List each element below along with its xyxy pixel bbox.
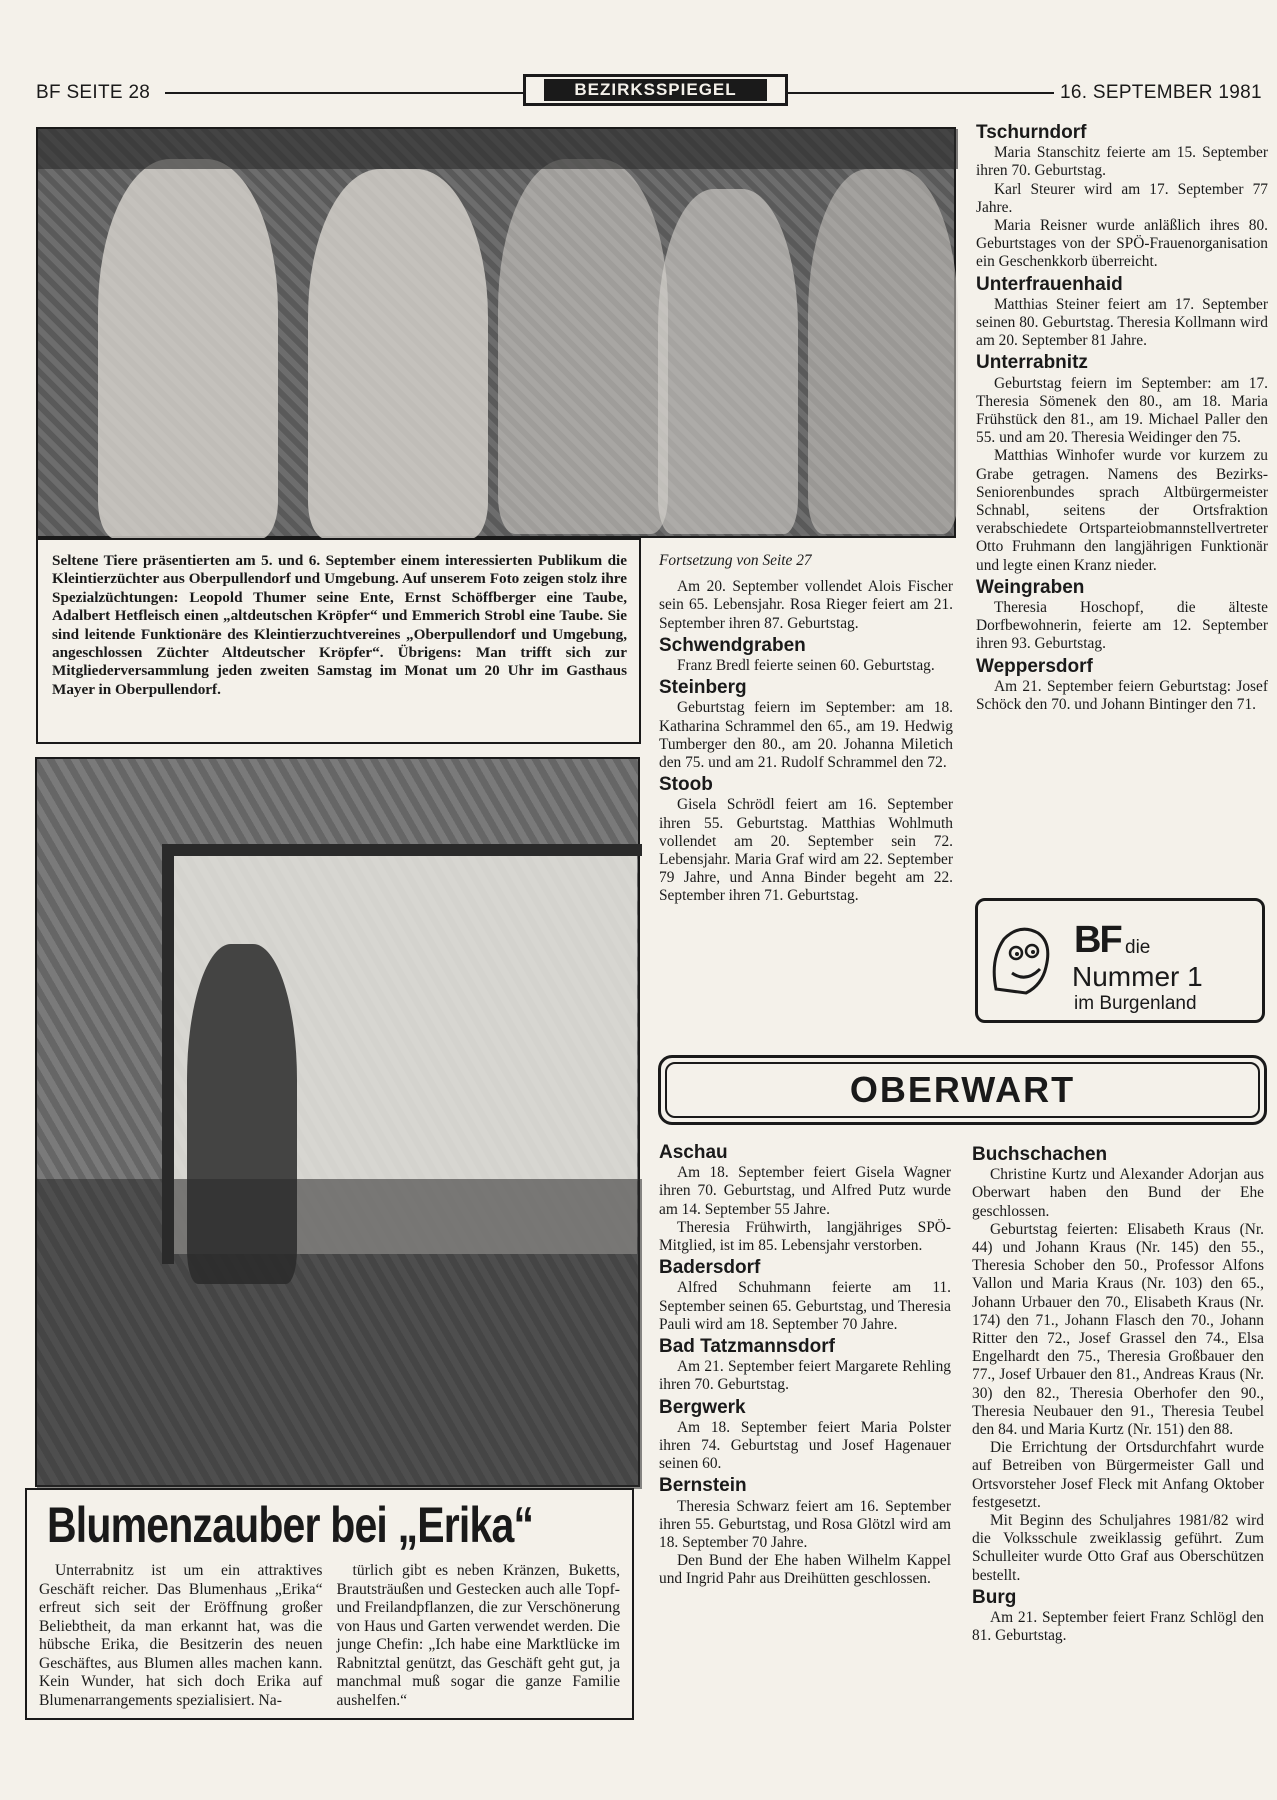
section-heading: Tschurndorf	[976, 122, 1087, 143]
blumen-col-1: Unterrabnitz ist um ein attraktives Geschäft reicher. Das Blumenhaus „Erika“ erfreut sich seit der Eröffnung großer Beliebtheit, da man erkannt hat, was die hübsche Erika, die Besitzerin des neuen Geschäftes, aus Blumen alles machen kann. Kein Wunder, hat sich doch Erika auf Blumenarrangements spezialisiert. Na-	[39, 1562, 323, 1709]
section-text: Mit Beginn des Schuljahres 1981/82 wird die Volksschule zweiklassig geführt. Zum Schulleiter wurde Otto Graf aus Oberschützen bestellt.	[972, 1512, 1264, 1584]
section-heading: Badersdorf	[659, 1257, 761, 1279]
section-heading: Burg	[972, 1586, 1017, 1608]
section-heading: Bergwerk	[659, 1396, 746, 1418]
photo-plants	[37, 1179, 642, 1489]
section-text: Am 18. September feiert Maria Polster ihren 74. Geburtstag und Josef Hagenauer seinen 60.	[659, 1418, 951, 1473]
section-text: Den Bund der Ehe haben Wilhelm Kappel und Ingrid Pahr aus Dreihütten geschlossen.	[659, 1552, 951, 1588]
section-text: Karl Steurer wird am 17. September 77 Jahre.	[976, 180, 1268, 216]
section-heading: Bad Tatzmannsdorf	[659, 1336, 835, 1358]
cartoon-face-icon	[986, 919, 1058, 999]
section-heading: Unterfrauenhaid	[976, 273, 1123, 295]
photo-figure	[658, 189, 798, 534]
section-text: Am 21. September feiert Franz Schlögl den 81. Geburtstag.	[972, 1609, 1264, 1645]
photo-figure	[808, 169, 958, 534]
section-text: Theresia Schwarz feiert am 16. September ihren 55. Geburtstag, und Rosa Glötzl wird am 18. September 70 Jahre.	[659, 1497, 951, 1552]
header-rule-right	[788, 92, 1054, 94]
section-title: BEZIRKSSPIEGEL	[544, 79, 766, 101]
section-text: Theresia Frühwirth, langjähriges SPÖ-Mitglied, ist im 85. Lebensjahr verstorben.	[659, 1218, 951, 1255]
blumen-article	[25, 1488, 634, 1720]
oberwart-right-column	[972, 1142, 1264, 1645]
section-banner	[523, 74, 788, 106]
blumen-columns	[39, 1562, 620, 1710]
section-text: Matthias Steiner feiert am 17. September seinen 80. Geburtstag. Theresia Kollmann wird am 20. September 81 Jahre.	[976, 295, 1268, 350]
section-text: Matthias Winhofer wurde vor kurzem zu Grabe getragen. Namens des Bezirks-Seniorenbundes sprach Altbürgermeister Schnabl, seitens der Ortsfraktion verabschiedete Ortsparteiobmannstellvertreter Otto Fruhmann den langjährigen Funktionär und legte einen Kranz nieder.	[976, 447, 1268, 574]
bf-advert	[975, 898, 1265, 1023]
ad-line-1: die	[1125, 937, 1151, 958]
mid-column	[659, 552, 953, 906]
section-heading: Stoob	[659, 774, 713, 796]
ad-line-2: Nummer 1	[1072, 961, 1203, 992]
section-heading: Buchschachen	[972, 1144, 1108, 1165]
header-rule-left	[165, 92, 523, 94]
oberwart-left-column	[659, 1140, 951, 1589]
flower-shop-photo	[35, 757, 640, 1487]
section-text: Am 21. September feiern Geburtstag: Josef Schöck den 70. und Johann Bintinger den 71.	[976, 677, 1268, 714]
ad-line-3: im Burgenland	[1074, 993, 1197, 1014]
ad-brand: BF	[1074, 919, 1121, 961]
photo-window-frame	[162, 844, 642, 856]
section-text: Maria Stanschitz feierte am 15. September ihren 70. Geburtstag.	[976, 144, 1268, 180]
section-text: Gisela Schrödl feiert am 16. September ihren 55. Geburtstag. Matthias Wohlmuth vollendet am 20. September sein 72. Lebensjahr. Maria Graf wird am 22. September 79 Jahre, und Anna Binder begeht am 22. September ihren 71. Geburtstag.	[659, 796, 953, 905]
breeders-photo	[36, 127, 956, 538]
photo-figure	[98, 159, 278, 539]
section-text: Geburtstag feiern im September: am 18. Katharina Schrammel den 65., am 19. Hedwig Tumberger den 80., am 20. Johanna Miletich den 75. und am 21. Rudolf Schrammel den 72.	[659, 699, 953, 772]
section-text: Am 18. September feiert Gisela Wagner ihren 70. Geburtstag, und Alfred Putz wurde am 14. September 55 Jahre.	[659, 1164, 951, 1218]
section-text: Geburtstag feiern im September: am 17. Theresia Sömenek den 80., am 18. Maria Frühstück den 81., am 19. Michael Paller den 55. und am 20. Theresia Weidinger den 75.	[976, 374, 1268, 447]
section-text: Alfred Schuhmann feierte am 11. September seinen 65. Geburtstag, und Theresia Pauli wird am 18. September 70 Jahre.	[659, 1279, 951, 1333]
section-heading: Bernstein	[659, 1475, 747, 1497]
blumen-col-2: türlich gibt es neben Kränzen, Buketts, Brautsträußen und Gestecken auch alle Topf- und Freilandpflanzen, die zur Verschönerung von Haus und Garten verwendet werden. Die junge Chefin: „Ich habe eine Marktlücke im Rabnitztal genützt, das Geschäft geht gut, ja manchmal muß sogar die ganze Familie aushelfen.“	[336, 1562, 620, 1709]
section-heading: Aschau	[659, 1142, 728, 1163]
photo-caption: Seltene Tiere präsentierten am 5. und 6. September einem interessierten Publikum die Kleintierzüchter aus Oberpullendorf und Umgebung. Auf unserem Foto zeigen stolz ihre Spezialzüchtungen: Leopold Thumer seine Ente, Ernst Schöffberger eine Taube, Adalbert Hetfleisch einen „altdeutschen Kröpfer“ und Emmerich Strobl eine Taube. Sie sind leitende Funktionäre des Kleintierzuchtvereines „Oberpullendorf und Umgebung, angeschlossen Züchter Altdeutscher Kröpfer“. Übrigens: Man trifft sich zur Mitgliederversammlung jeden zweiten Samstag im Monat um 20 Uhr im Gasthaus Mayer in Oberpullendorf.	[36, 538, 641, 744]
section-heading: Weppersdorf	[976, 655, 1093, 677]
section-heading: Weingraben	[976, 576, 1085, 598]
section-text: Theresia Hoschopf, die älteste Dorfbewohnerin, feierte am 12. September ihren 93. Geburtstag.	[976, 599, 1268, 653]
photo-shadow	[38, 129, 958, 169]
section-text: Am 21. September feiert Margarete Rehling ihren 70. Geburtstag.	[659, 1358, 951, 1394]
photo-figure	[308, 169, 488, 539]
mid-intro: Am 20. September vollendet Alois Fischer sein 65. Lebensjahr. Rosa Rieger feiert am 21. September ihren 87. Geburtstag.	[659, 578, 953, 632]
section-text: Geburtstag feierten: Elisabeth Kraus (Nr. 44) und Johann Kraus (Nr. 145) den 55., Theresia Schober den 50., Professor Alfons Vallon und Maria Kraus (Nr. 103) den 65., Johann Urbauer den 70., Elisabeth Kraus (Nr. 174) den 71., Johann Flasch den 70., Johann Ritter den 72., Josef Grassel den 74., Elsa Engelhardt den 75., Theresia Großbauer den 77., Josef Urbauer den 81., Andreas Kraus (Nr. 30) den 82., Theresia Oberhofer den 90., Theresia Neubauer den 91., Theresia Teubel den 84. und Maria Kurtz (Nr. 151) den 88.	[972, 1220, 1264, 1439]
oberwart-banner	[658, 1055, 1267, 1125]
issue-date: 16. SEPTEMBER 1981	[1060, 82, 1262, 103]
photo-figure	[498, 159, 668, 534]
continuation-note: Fortsetzung von Seite 27	[659, 552, 812, 569]
section-text: Maria Reisner wurde anläßlich ihres 80. Geburtstages von der SPÖ-Frauenorganisation ein Geschenkkorb überreicht.	[976, 217, 1268, 271]
section-text: Franz Bredl feierte seinen 60. Geburtstag.	[677, 657, 935, 675]
section-text: Christine Kurtz und Alexander Adorjan aus Oberwart haben den Bund der Ehe geschlossen.	[972, 1166, 1264, 1220]
blumen-headline: Blumenzauber bei „Erika“	[47, 1497, 534, 1553]
page-number: BF SEITE 28	[36, 82, 151, 103]
right-column	[976, 120, 1268, 714]
section-text: Die Errichtung der Ortsdurchfahrt wurde auf Betreiben von Bürgermeister Gall und Ortsvorsteher Josef Fleck mit Anfang Oktober festgesetzt.	[972, 1439, 1264, 1511]
section-heading: Schwendgraben	[659, 634, 806, 656]
section-heading: Steinberg	[659, 677, 747, 699]
section-heading: Unterrabnitz	[976, 352, 1088, 374]
oberwart-title: OBERWART	[665, 1062, 1260, 1118]
